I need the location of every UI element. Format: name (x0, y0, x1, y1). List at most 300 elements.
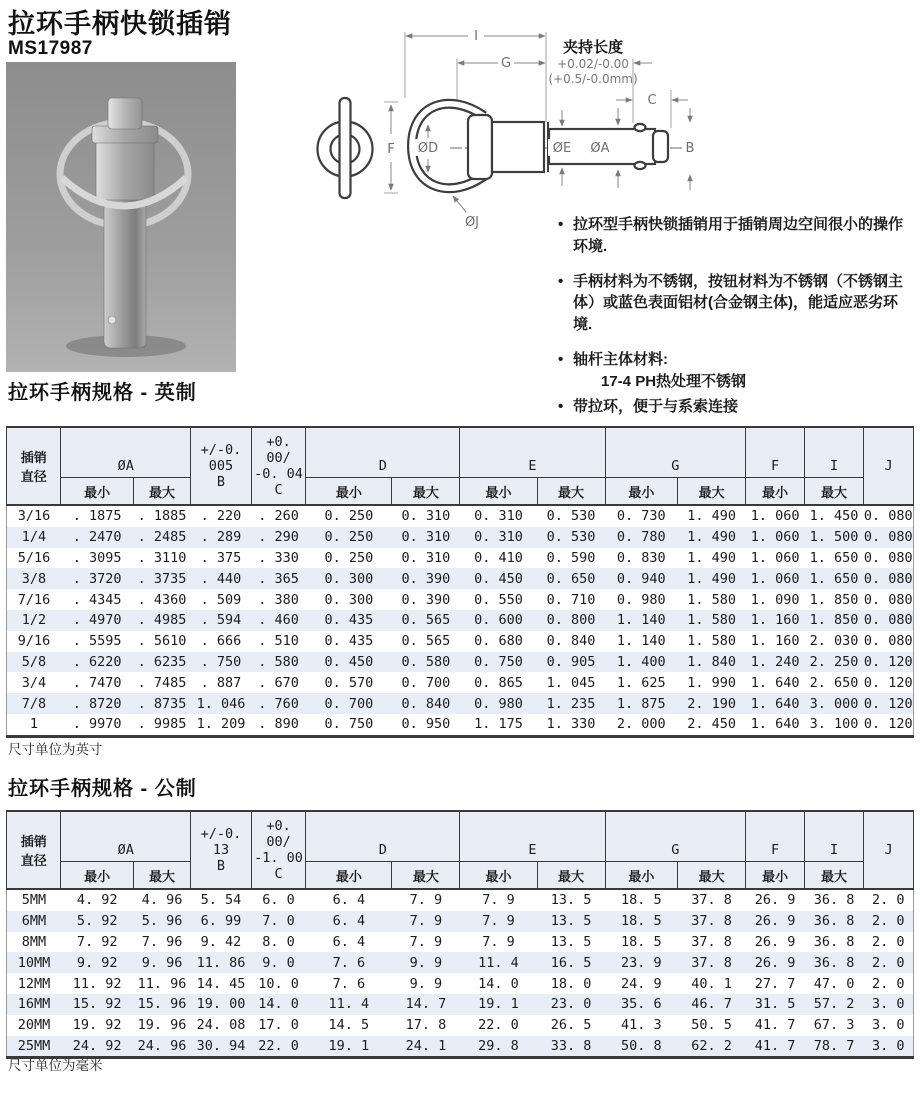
spec-table-metric-body (7, 889, 914, 1058)
table-cell: 0. 680 (474, 633, 523, 650)
table-cell: 1. 450 (809, 508, 859, 525)
clamp-length-label: 夹持长度 (562, 39, 624, 56)
table-cell: 1. 580 (687, 633, 736, 650)
table-cell: 6. 0 (262, 892, 295, 909)
table-cell: 41. 7 (754, 1017, 796, 1034)
table-cell: 1. 850 (809, 612, 859, 629)
table-cell: 9. 9 (409, 954, 443, 971)
dim-label-B: B (685, 141, 695, 156)
table-cell: 0. 120 (863, 653, 913, 670)
subheader-max: 最大 (392, 478, 460, 506)
table-cell: 14. 0 (258, 996, 299, 1013)
product-photo-image (6, 62, 236, 372)
table-cell: 9/16 (17, 633, 51, 650)
table-cell: 2. 650 (809, 674, 859, 691)
col-header-pin-diameter: 插销 直径 (7, 427, 61, 505)
table-cell: 7. 9 (409, 892, 443, 909)
col-header-B: +/-0. 13 B (191, 811, 252, 889)
table-cell: 1. 160 (750, 612, 800, 629)
dim-label-OE: ØE (552, 141, 572, 156)
table-cell: 9. 9 (409, 975, 443, 992)
table-cell: 22. 0 (258, 1037, 299, 1054)
table-cell: 0. 730 (616, 508, 666, 525)
table-cell: 0. 310 (401, 529, 451, 546)
col-header-F: F (746, 427, 805, 478)
table-cell: 3/8 (21, 570, 47, 587)
table-cell: 0. 300 (324, 570, 374, 587)
table-cell: 7. 9 (409, 933, 443, 950)
table-cell: 0. 710 (546, 591, 596, 608)
table-row (7, 610, 914, 631)
table-cell: . 3110 (137, 549, 187, 566)
table-cell: 0. 530 (546, 508, 596, 525)
table-cell: 11. 86 (196, 954, 246, 971)
table-cell: 3/4 (21, 674, 47, 691)
table-cell: 0. 080 (863, 570, 913, 587)
table-cell: 7. 9 (482, 913, 515, 930)
table-cell: 0. 120 (863, 716, 913, 733)
table-cell: 16. 5 (550, 954, 592, 971)
table-cell: 15. 96 (137, 996, 187, 1013)
table-cell: 36. 8 (813, 892, 855, 909)
subheader-max: 最大 (805, 862, 864, 890)
table-cell: 1. 640 (750, 695, 800, 712)
table-cell: 2. 0 (872, 933, 905, 950)
bullet-text: 带拉环，便于与系索连接 (573, 398, 739, 416)
table-cell: 2. 0 (872, 913, 905, 930)
bullet-item (556, 271, 916, 336)
table-cell: 6MM (21, 913, 47, 930)
table-cell: 0. 080 (863, 529, 913, 546)
table-cell: 14. 5 (328, 1017, 370, 1034)
table-cell: 0. 310 (474, 508, 523, 525)
table-cell: 27. 7 (754, 975, 796, 992)
table-cell: 0. 565 (401, 633, 451, 650)
table-cell: 0. 700 (401, 674, 451, 691)
table-cell: 0. 565 (401, 612, 451, 629)
section-title-metric: 拉环手柄规格 - 公制 (8, 778, 197, 800)
table-cell: 7. 9 (482, 933, 515, 950)
table-cell: . 750 (200, 653, 242, 670)
table-cell: 1. 090 (750, 591, 800, 608)
table-cell: 1. 140 (616, 612, 666, 629)
bullet-item (556, 349, 916, 393)
clamp-tolerance-mm: (+0.5/-0.0mm) (548, 72, 638, 86)
table-cell: 0. 600 (474, 612, 523, 629)
table-cell: 7. 9 (409, 913, 443, 930)
technical-diagram-svg (300, 12, 920, 240)
subheader-min: 最小 (61, 478, 134, 506)
table-cell: 13. 5 (550, 892, 592, 909)
table-cell: 26. 5 (550, 1017, 592, 1034)
table-cell: 0. 650 (546, 570, 596, 587)
table-cell: . 9970 (72, 716, 122, 733)
table-cell: 0. 830 (616, 549, 666, 566)
table-cell: . 7485 (137, 674, 187, 691)
table-row (7, 911, 914, 932)
table-cell: . 2470 (72, 529, 122, 546)
table-cell: 0. 570 (324, 674, 374, 691)
table-cell: 0. 390 (401, 570, 451, 587)
table-cell: 24. 9 (621, 975, 662, 992)
table-cell: 0. 390 (401, 591, 451, 608)
table-cell: 15. 92 (72, 996, 122, 1013)
table-cell: . 580 (258, 653, 299, 670)
table-cell: 3. 000 (809, 695, 859, 712)
table-cell: 22. 0 (478, 1017, 519, 1034)
table-cell: 6. 4 (332, 933, 366, 950)
subheader-max: 最大 (805, 478, 864, 506)
table-cell: 2. 450 (687, 716, 736, 733)
table-row (7, 527, 914, 548)
table-cell: 1. 045 (546, 674, 596, 691)
table-cell: 0. 950 (401, 716, 451, 733)
table-cell: 8. 0 (262, 933, 295, 950)
table-cell: 0. 840 (546, 633, 596, 650)
table-cell: 5. 92 (76, 913, 118, 930)
col-header-G: G (605, 427, 746, 478)
table-cell: . 220 (200, 508, 242, 525)
table-cell: 0. 750 (324, 716, 374, 733)
subheader-min: 最小 (460, 862, 537, 890)
table-cell: 1. 650 (809, 549, 859, 566)
col-header-I: I (805, 811, 864, 862)
table-row (7, 973, 914, 994)
table-cell: . 375 (200, 549, 242, 566)
spec-table-imperial-body (7, 505, 914, 736)
table-cell: . 460 (258, 612, 299, 629)
bullet-text: 拉环型手柄快锁插销用于插销周边空间很小的操作环境. (573, 216, 904, 255)
table-cell: 1. 235 (546, 695, 596, 712)
table-cell: 2. 250 (809, 653, 859, 670)
table-cell: . 4360 (137, 591, 187, 608)
table-cell: . 510 (258, 633, 299, 650)
col-header-E: E (460, 811, 605, 862)
table-cell: 18. 5 (621, 933, 662, 950)
table-cell: 0. 310 (401, 549, 451, 566)
table-cell: 41. 3 (621, 1017, 662, 1034)
table-cell: 18. 5 (621, 892, 662, 909)
table-cell: 33. 8 (550, 1037, 592, 1054)
table-cell: 26. 9 (754, 933, 796, 950)
table-cell: . 8720 (72, 695, 122, 712)
col-header-I: I (805, 427, 864, 478)
subheader-min: 最小 (306, 862, 392, 890)
table-cell: 9. 42 (200, 933, 242, 950)
table-cell: 1. 490 (687, 508, 736, 525)
table-cell: 0. 940 (616, 570, 666, 587)
table-cell: 3/16 (17, 508, 51, 525)
col-header-pin-diameter: 插销 直径 (7, 811, 61, 889)
table-cell: 10. 0 (258, 975, 299, 992)
table-cell: 19. 96 (137, 1017, 187, 1034)
table-cell: 5/16 (17, 549, 51, 566)
table-cell: 7. 6 (332, 975, 366, 992)
table-cell: 18. 0 (550, 975, 592, 992)
table-cell: 12MM (17, 975, 51, 992)
section-title-imperial: 拉环手柄规格 - 英制 (8, 382, 197, 404)
col-header-B: +/-0. 005 B (191, 427, 252, 505)
subheader-max: 最大 (133, 862, 190, 890)
table-cell: 0. 080 (863, 591, 913, 608)
table-cell: 37. 8 (691, 954, 732, 971)
table-cell: 1. 240 (750, 653, 800, 670)
subheader-min: 最小 (746, 478, 805, 506)
table-cell: 19. 00 (196, 996, 246, 1013)
col-header-D: D (306, 811, 460, 862)
table-cell: . 890 (258, 716, 299, 733)
subheader-max: 最大 (678, 478, 746, 506)
table-cell: 2. 030 (809, 633, 859, 650)
table-row (7, 994, 914, 1015)
spec-table-metric (6, 810, 914, 1059)
table-cell: 1. 650 (809, 570, 859, 587)
table-cell: 14. 45 (196, 975, 246, 992)
table-cell: 62. 2 (691, 1037, 732, 1054)
table-cell: 0. 310 (401, 508, 451, 525)
table-cell: 14. 7 (405, 996, 447, 1013)
table-cell: 6. 4 (332, 913, 366, 930)
table-row (7, 1015, 914, 1036)
table-cell: 20MM (17, 1017, 51, 1034)
table-cell: 36. 8 (813, 933, 855, 950)
subheader-max: 最大 (133, 478, 190, 506)
dim-label-OJ: ØJ (464, 215, 480, 230)
dim-label-I: I (474, 29, 478, 44)
subheader-max: 最大 (537, 862, 605, 890)
table-cell: 3. 0 (872, 996, 905, 1013)
table-cell: . 440 (200, 570, 242, 587)
table-cell: 11. 96 (137, 975, 187, 992)
table-cell: 0. 250 (324, 549, 374, 566)
table-cell: . 3720 (72, 570, 122, 587)
table-cell: 26. 9 (754, 913, 796, 930)
table-cell: . 5610 (137, 633, 187, 650)
table-cell: 7. 9 (482, 892, 515, 909)
table-cell: 0. 080 (863, 508, 913, 525)
table-cell: 24. 1 (405, 1037, 447, 1054)
table-cell: 1. 209 (196, 716, 246, 733)
table-row (7, 672, 914, 693)
table-cell: 1 (29, 716, 39, 733)
table-cell: . 4985 (137, 612, 187, 629)
table-cell: 9. 92 (76, 954, 118, 971)
table-cell: 0. 840 (401, 695, 451, 712)
table-cell: 26. 9 (754, 892, 796, 909)
subheader-max: 最大 (678, 862, 746, 890)
table-cell: 0. 080 (863, 633, 913, 650)
table-cell: 1. 850 (809, 591, 859, 608)
table-cell: 0. 865 (474, 674, 523, 691)
table-cell: 1. 175 (474, 716, 523, 733)
table-cell: 7. 96 (141, 933, 183, 950)
table-cell: 1. 990 (687, 674, 736, 691)
table-cell: . 887 (200, 674, 242, 691)
table-cell: . 4970 (72, 612, 122, 629)
table-row (7, 568, 914, 589)
feature-bullet-list (556, 214, 916, 431)
table-cell: 1. 580 (687, 591, 736, 608)
product-photo (6, 62, 236, 372)
table-cell: 17. 0 (258, 1017, 299, 1034)
table-footnote-imperial: 尺寸单位为英寸 (8, 742, 103, 757)
table-cell: . 330 (258, 549, 299, 566)
table-cell: 1. 580 (687, 612, 736, 629)
subheader-min: 最小 (605, 478, 678, 506)
table-cell: 1. 490 (687, 549, 736, 566)
table-cell: 1/4 (21, 529, 47, 546)
table-cell: 7. 92 (76, 933, 118, 950)
table-cell: 26. 9 (754, 954, 796, 971)
table-cell: 0. 450 (474, 570, 523, 587)
table-cell: 50. 5 (691, 1017, 732, 1034)
table-cell: 18. 5 (621, 913, 662, 930)
technical-diagram (300, 12, 920, 240)
table-row (7, 714, 914, 736)
table-cell: . 594 (200, 612, 242, 629)
table-cell: 36. 8 (813, 913, 855, 930)
table-cell: 1/2 (21, 612, 47, 629)
subheader-min: 最小 (605, 862, 678, 890)
page-title: 拉环手柄快锁插销 (8, 9, 232, 39)
table-cell: 0. 410 (474, 549, 523, 566)
table-cell: 11. 4 (478, 954, 519, 971)
table-row (7, 652, 914, 673)
table-cell: 57. 2 (813, 996, 855, 1013)
table-cell: 24. 92 (72, 1037, 122, 1054)
subheader-min: 最小 (61, 862, 134, 890)
table-cell: 0. 450 (324, 653, 374, 670)
table-cell: 1. 400 (616, 653, 666, 670)
table-cell: 2. 0 (872, 954, 905, 971)
table-cell: . 666 (200, 633, 242, 650)
table-cell: 13. 5 (550, 913, 592, 930)
table-cell: 37. 8 (691, 913, 732, 930)
col-header-C: +0. 00/ -0. 04 C (251, 427, 305, 505)
table-cell: 1. 046 (196, 695, 246, 712)
spec-table-imperial (6, 426, 914, 738)
table-row (7, 1036, 914, 1058)
table-cell: 9. 96 (141, 954, 183, 971)
table-cell: . 6220 (72, 653, 122, 670)
table-cell: 1. 640 (750, 716, 800, 733)
table-cell: 0. 250 (324, 529, 374, 546)
table-cell: 1. 330 (546, 716, 596, 733)
table-cell: 6. 4 (332, 892, 366, 909)
dim-label-C: C (647, 93, 657, 108)
table-cell: 25MM (17, 1037, 51, 1054)
table-cell: . 3735 (137, 570, 187, 587)
table-cell: . 760 (258, 695, 299, 712)
table-cell: 78. 7 (813, 1037, 855, 1054)
table-cell: 46. 7 (691, 996, 732, 1013)
bullet-text: 手柄材料为不锈钢，按钮材料为不锈钢（不锈钢主体）或蓝色表面铝材(合金钢主体)，能适应恶劣环境. (573, 272, 904, 333)
bullet-text: 轴杆主体材料: (573, 350, 668, 368)
table-cell: . 365 (258, 570, 299, 587)
table-cell: . 509 (200, 591, 242, 608)
table-cell: 3. 0 (872, 1037, 905, 1054)
table-cell: 5. 54 (200, 892, 242, 909)
table-cell: 7. 6 (332, 954, 366, 971)
table-row (7, 693, 914, 714)
table-cell: . 7470 (72, 674, 122, 691)
table-cell: 5/8 (21, 653, 47, 670)
table-cell: 5. 96 (141, 913, 183, 930)
table-cell: . 6235 (137, 653, 187, 670)
table-cell: 30. 94 (196, 1037, 246, 1054)
table-cell: 10MM (17, 954, 51, 971)
table-cell: 4. 92 (76, 892, 118, 909)
table-cell: 1. 060 (750, 549, 800, 566)
table-cell: 23. 9 (621, 954, 662, 971)
table-cell: . 290 (258, 529, 299, 546)
table-cell: 1. 840 (687, 653, 736, 670)
table-cell: . 670 (258, 674, 299, 691)
table-cell: 14. 0 (478, 975, 519, 992)
table-cell: 47. 0 (813, 975, 855, 992)
col-header-dA: ØA (61, 811, 191, 862)
table-cell: 1. 140 (616, 633, 666, 650)
table-cell: 8MM (21, 933, 47, 950)
subheader-min: 最小 (460, 478, 537, 506)
table-cell: 4. 96 (141, 892, 183, 909)
table-cell: 0. 905 (546, 653, 596, 670)
table-cell: 0. 310 (474, 529, 523, 546)
table-cell: 0. 300 (324, 591, 374, 608)
table-cell: 37. 8 (691, 933, 732, 950)
table-cell: 0. 580 (401, 653, 451, 670)
col-header-C: +0. 00/ -1. 00 C (251, 811, 305, 889)
table-cell: 36. 8 (813, 954, 855, 971)
subheader-max: 最大 (537, 478, 605, 506)
part-number: MS17987 (8, 38, 93, 59)
table-cell: 35. 6 (621, 996, 662, 1013)
table-cell: 0. 780 (616, 529, 666, 546)
table-cell: 1. 060 (750, 529, 800, 546)
table-cell: 7. 0 (262, 913, 295, 930)
table-cell: 13. 5 (550, 933, 592, 950)
col-header-F: F (746, 811, 805, 862)
table-cell: 1. 625 (616, 674, 666, 691)
table-cell: 7/16 (17, 591, 51, 608)
table-cell: 0. 800 (546, 612, 596, 629)
table-cell: 3. 0 (872, 1017, 905, 1034)
bullet-item (556, 396, 916, 418)
table-cell: 1. 490 (687, 529, 736, 546)
bullet-item (556, 214, 916, 258)
table-cell: 2. 190 (687, 695, 736, 712)
table-row (7, 589, 914, 610)
table-cell: 24. 08 (196, 1017, 246, 1034)
table-cell: . 260 (258, 508, 299, 525)
table-cell: 0. 120 (863, 674, 913, 691)
table-cell: 7/8 (21, 695, 47, 712)
table-cell: . 1875 (72, 508, 122, 525)
table-cell: 0. 550 (474, 591, 523, 608)
table-cell: 0. 980 (616, 591, 666, 608)
table-cell: 24. 96 (137, 1037, 187, 1054)
table-cell: 11. 4 (328, 996, 370, 1013)
bullet-subtext: 17-4 PH热处理不锈钢 (601, 372, 747, 390)
col-header-D: D (306, 427, 460, 478)
table-cell: . 8735 (137, 695, 187, 712)
table-cell: 19. 1 (328, 1037, 370, 1054)
table-cell: 0. 435 (324, 633, 374, 650)
table-cell: 16MM (17, 996, 51, 1013)
table-cell: . 1885 (137, 508, 187, 525)
table-row (7, 631, 914, 652)
table-cell: 41. 7 (754, 1037, 796, 1054)
